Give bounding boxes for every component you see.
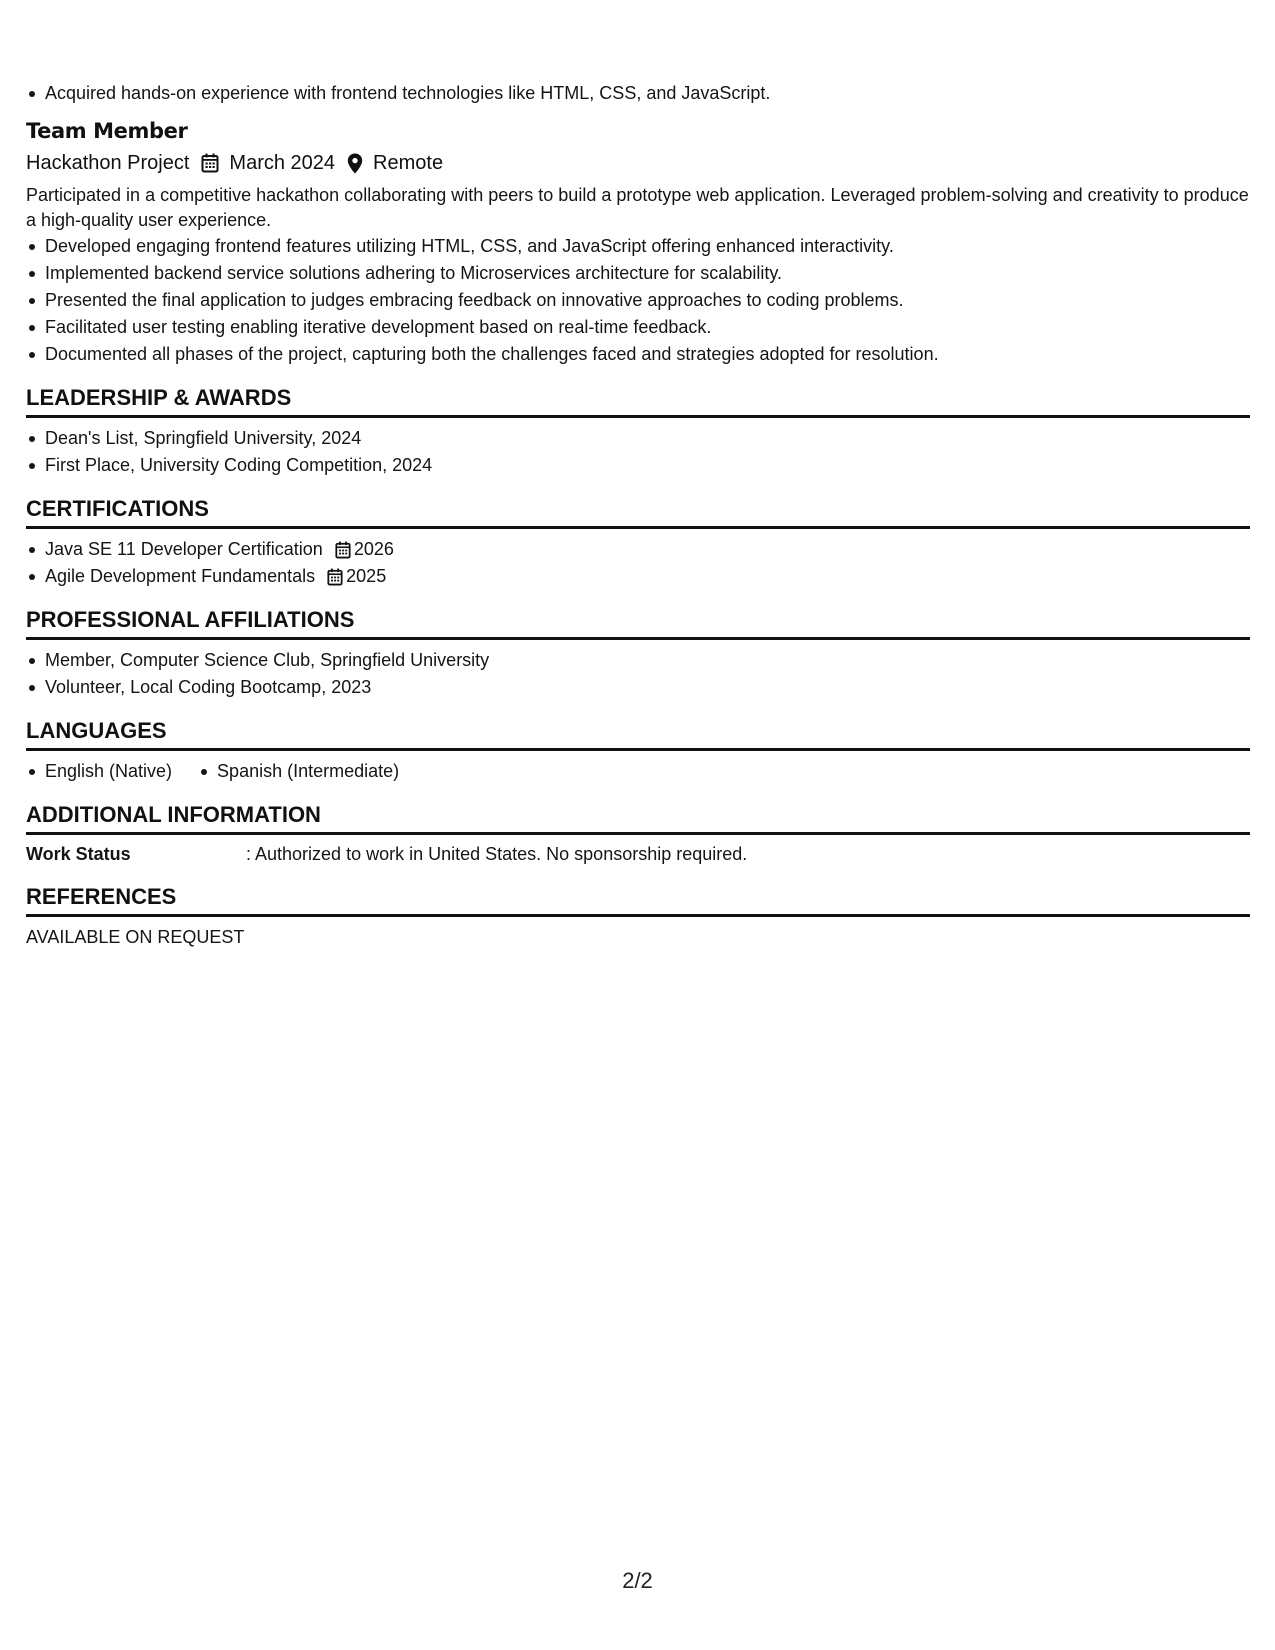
section-title-references: REFERENCES	[26, 883, 1250, 917]
list-item: Facilitated user testing enabling iterative development based on real-time feedback.	[26, 314, 1250, 341]
page-number: 2/2	[622, 1568, 653, 1593]
entry-description: Participated in a competitive hackathon collaborating with peers to build a prototype web application. Leveraged problem-solving and creativity to produce a high-quality user experience.	[26, 185, 1249, 230]
affiliations-list	[26, 647, 1250, 701]
languages-list	[26, 758, 1250, 785]
entry-bullets	[26, 233, 1250, 368]
resume-page	[26, 80, 1250, 950]
list-item: Implemented backend service solutions adhering to Microservices architecture for scalability.	[26, 260, 1250, 287]
entry-title: Team Member	[26, 119, 188, 143]
list-item: Dean's List, Springfield University, 2024	[26, 425, 1250, 452]
list-item: English (Native)	[26, 758, 172, 785]
certification-name: Java SE 11 Developer Certification	[45, 539, 323, 559]
certification-year: 2026	[353, 539, 394, 559]
section-title-additional: ADDITIONAL INFORMATION	[26, 801, 1250, 835]
section-title-languages: LANGUAGES	[26, 717, 1250, 751]
entry-meta	[26, 149, 1250, 177]
calendar-icon	[201, 153, 219, 173]
entry-location: Remote	[373, 152, 444, 174]
list-item: Acquired hands-on experience with frontend technologies like HTML, CSS, and JavaScript.	[26, 80, 1250, 107]
work-status-value: : Authorized to work in United States. No sponsorship required.	[246, 844, 748, 864]
section-title-certifications: CERTIFICATIONS	[26, 495, 1250, 529]
calendar-icon	[327, 568, 343, 586]
leadership-list	[26, 425, 1250, 479]
entry-date: March 2024	[229, 152, 336, 174]
work-status-row	[26, 841, 1250, 867]
certification-name: Agile Development Fundamentals	[45, 566, 316, 586]
references-text: AVAILABLE ON REQUEST	[26, 927, 245, 947]
list-item: Presented the final application to judges embracing feedback on innovative approaches to coding problems.	[26, 287, 1250, 314]
certification-year: 2025	[346, 566, 387, 586]
list-item	[26, 563, 1250, 590]
list-item: First Place, University Coding Competition, 2024	[26, 452, 1250, 479]
work-status-label: Work Status	[26, 844, 131, 864]
section-title-affiliations: PROFESSIONAL AFFILIATIONS	[26, 606, 1250, 640]
entry-organization: Hackathon Project	[26, 152, 190, 174]
experience-bullets-top	[26, 80, 1250, 107]
experience-entry	[26, 116, 1250, 368]
list-item	[26, 536, 1250, 563]
calendar-icon	[335, 541, 351, 559]
list-item: Documented all phases of the project, capturing both the challenges faced and strategies adopted for resolution.	[26, 341, 1250, 368]
list-item: Member, Computer Science Club, Springfield University	[26, 647, 1250, 674]
list-item: Spanish (Intermediate)	[198, 758, 399, 785]
list-item: Developed engaging frontend features utilizing HTML, CSS, and JavaScript offering enhanced interactivity.	[26, 233, 1250, 260]
certifications-list	[26, 536, 1250, 590]
section-title-leadership: LEADERSHIP & AWARDS	[26, 384, 1250, 418]
map-pin-icon	[347, 153, 363, 174]
list-item: Volunteer, Local Coding Bootcamp, 2023	[26, 674, 1250, 701]
